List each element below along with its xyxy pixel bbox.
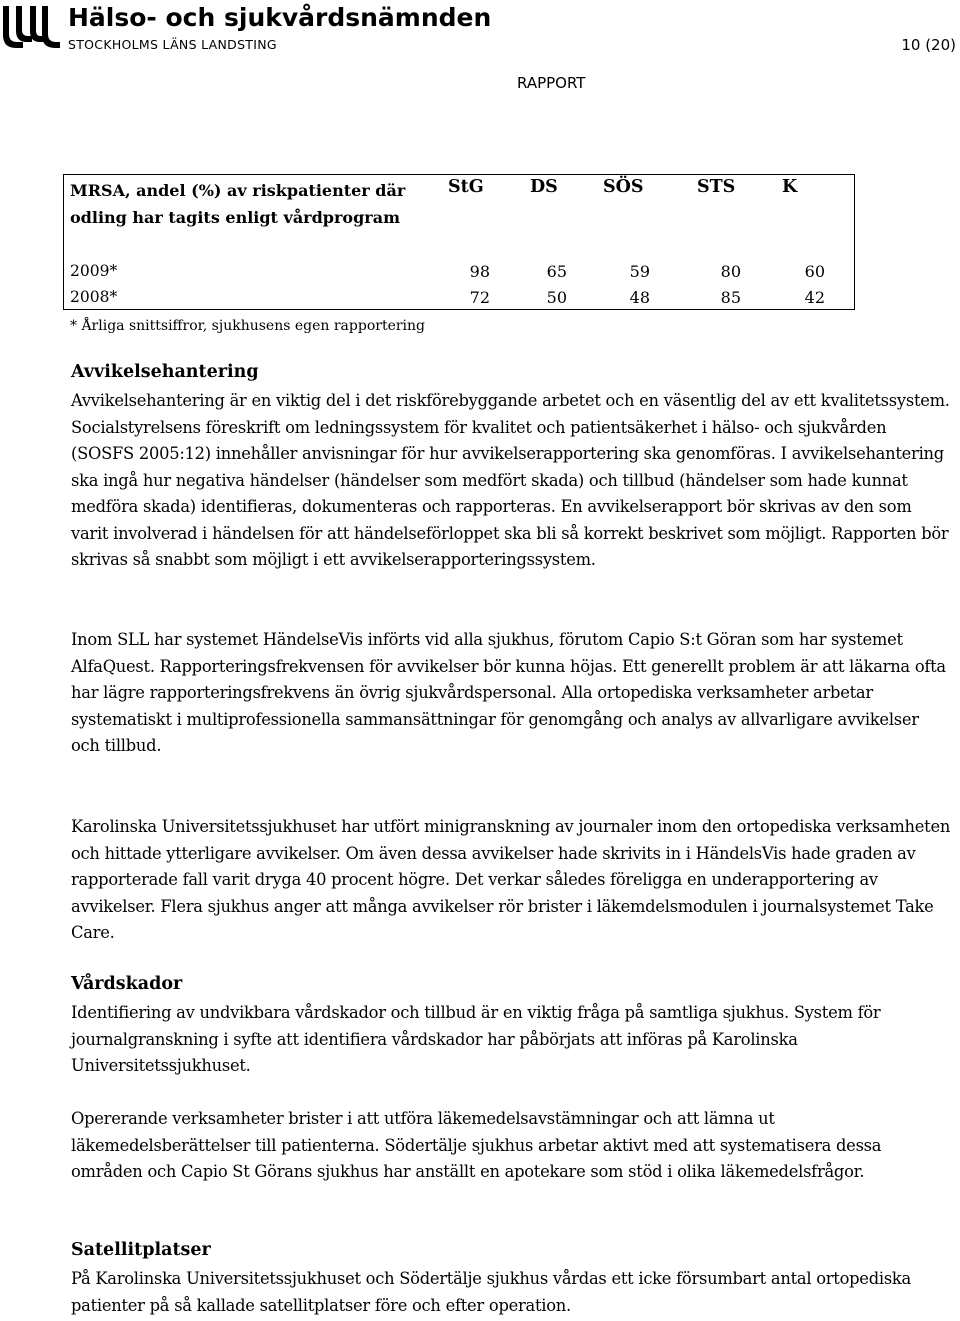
paragraph-text: Karolinska Universitetssjukhuset har utfört minigranskning av journaler inom den ortopediska verksamheten och hittade ytterligare avvikelser. Om även dessa avvikelser hade skrivits in i HändelsVis hade graden av rapporterade fall varit dryga 40 procent högre. Det verkar således föreligga en underapportering av avvikelser. Flera sjukhus anger att många avvikelser rör brister i läkemdelsmodulen i journalsystemet Take Care. bbox=[71, 817, 951, 942]
table-cell: 60 bbox=[804, 262, 825, 281]
column-header: STS bbox=[697, 177, 736, 197]
table-title: MRSA, andel (%) av riskpatienter där odling har tagits enligt vårdprogram bbox=[70, 181, 406, 227]
paragraph bbox=[71, 1000, 951, 1080]
column-header: DS bbox=[530, 177, 558, 197]
page-number: 10 (20) bbox=[901, 36, 956, 54]
sll-logo-icon bbox=[0, 4, 62, 48]
paragraph bbox=[71, 627, 951, 760]
paragraph bbox=[71, 1106, 951, 1186]
table-cell: 80 bbox=[720, 262, 741, 281]
row-label: 2009* bbox=[70, 262, 118, 280]
table-cell: 59 bbox=[629, 262, 650, 281]
paragraph bbox=[71, 388, 951, 574]
table-footnote: * Årliga snittsiffror, sjukhusens egen rapportering bbox=[70, 318, 426, 334]
paragraph-text: Inom SLL har systemet HändelseVis införts vid alla sjukhus, förutom Capio S:t Göran som har systemet AlfaQuest. Rapporteringsfrekvensen för avvikelser bör kunna höjas. Ett generellt problem är att läkarna ofta har lägre rapporteringsfrekvens än övrig sjukvårdspersonal. Alla ortopediska verksamheter arbetar systematiskt i multiprofessionella sammansättningar för genomgång och analys av allvarligare avvikelser och tillbud. bbox=[71, 630, 946, 755]
section-heading: Avvikelsehantering bbox=[71, 362, 259, 382]
section-heading: Vårdskador bbox=[71, 974, 183, 994]
column-header: StG bbox=[448, 177, 484, 197]
section-heading: Satellitplatser bbox=[71, 1240, 211, 1260]
table-cell: 48 bbox=[629, 288, 650, 307]
table-cell: 65 bbox=[546, 262, 567, 281]
paragraph-text: Avvikelsehantering är en viktig del i det riskförebyggande arbetet och en väsentlig del av ett kvalitetssystem. Socialstyrelsens föreskrift om ledningssystem för kvalitet och patientsäkerhet i hälso- och sjukvården (SOSFS 2005:12) innehåller anvisningar för hur avvikelserapportering ska genomföras. I avvikelsehantering ska ingå hur negativa händelser (händelser som medfört skada) och tillbud (händelser som hade kunnat medföra skada) identifieras, dokumenteras och rapporteras. En avvikelserapport bör skrivas av den som varit involverad i händelsen för att händelseförloppet ska bli så korrekt beskrivet som möjligt. Rapporten bör skrivas så snabbt som möjligt i ett avvikelserapporteringssystem. bbox=[71, 391, 950, 569]
column-header: K bbox=[782, 177, 798, 197]
org-name: Hälso- och sjukvårdsnämnden bbox=[68, 3, 492, 32]
org-subtitle: STOCKHOLMS LÄNS LANDSTING bbox=[68, 37, 277, 52]
paragraph-text: Opererande verksamheter brister i att utföra läkemedelsavstämningar och att lämna ut läkemedelsberättelser till patienterna. Södertälje sjukhus arbetar aktivt med att systematisera dessa områden och Capio St Görans sjukhus har anställt en apotekare som stöd i olika läkemedelsfrågor. bbox=[71, 1109, 882, 1181]
column-header: SÖS bbox=[603, 177, 644, 197]
table-cell: 98 bbox=[469, 262, 490, 281]
paragraph-text: Identifiering av undvikbara vårdskador och tillbud är en viktig fråga på samtliga sjukhus. System för journalgranskning i syfte att identifiera vårdskador har påbörjats att införas på Karolinska Universitetssjukhuset. bbox=[71, 1003, 881, 1075]
table-cell: 42 bbox=[804, 288, 825, 307]
table-cell: 50 bbox=[546, 288, 567, 307]
table-cell: 72 bbox=[469, 288, 490, 307]
paragraph bbox=[71, 1266, 951, 1319]
row-label: 2008* bbox=[70, 288, 118, 306]
paragraph bbox=[71, 814, 951, 947]
document-type: RAPPORT bbox=[517, 74, 586, 92]
table-cell: 85 bbox=[720, 288, 741, 307]
paragraph-text: På Karolinska Universitetssjukhuset och Södertälje sjukhus vårdas ett icke försumbart antal ortopediska patienter på så kallade satellitplatser före och efter operation. bbox=[71, 1269, 912, 1315]
